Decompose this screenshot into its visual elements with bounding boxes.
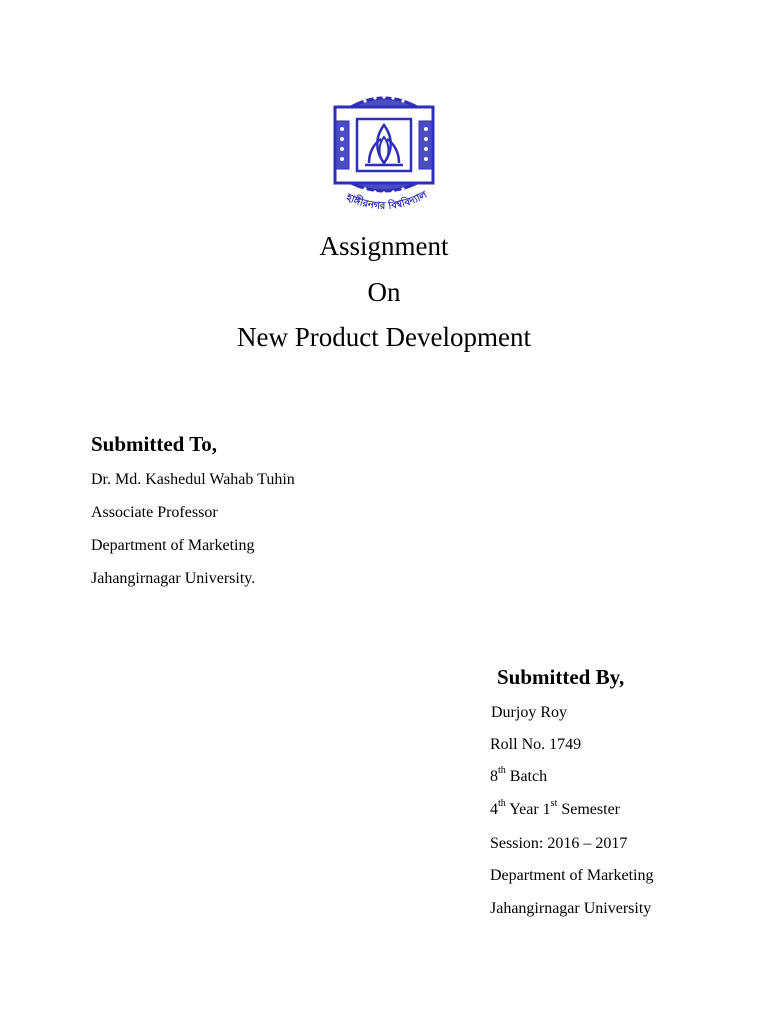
title-subject: New Product Development bbox=[237, 322, 531, 352]
submitted-by-heading: Submitted By, bbox=[497, 665, 625, 689]
student-year-semester: 4th Year 1st Semester bbox=[490, 797, 620, 818]
supervisor-name: Dr. Md. Kashedul Wahab Tuhin bbox=[91, 471, 295, 488]
submitted-to-heading: Submitted To, bbox=[91, 432, 218, 456]
title-on: On bbox=[367, 277, 401, 307]
title-assignment: Assignment bbox=[319, 231, 449, 261]
supervisor-designation: Associate Professor bbox=[91, 504, 218, 521]
supervisor-university: Jahangirnagar University. bbox=[91, 570, 256, 587]
supervisor-department: Department of Marketing bbox=[91, 537, 255, 554]
university-seal-icon bbox=[331, 93, 437, 219]
student-university: Jahangirnagar University bbox=[490, 900, 652, 917]
university-logo bbox=[331, 93, 437, 219]
student-batch: 8th Batch bbox=[490, 764, 548, 785]
student-session: Session: 2016 – 2017 bbox=[490, 835, 628, 852]
student-roll: Roll No. 1749 bbox=[490, 736, 582, 753]
student-name: Durjoy Roy bbox=[491, 704, 567, 721]
logo-caption: হাঙ্গীরনগর বিশ্ববিদ্যাল bbox=[344, 189, 430, 213]
student-department: Department of Marketing bbox=[490, 867, 654, 884]
